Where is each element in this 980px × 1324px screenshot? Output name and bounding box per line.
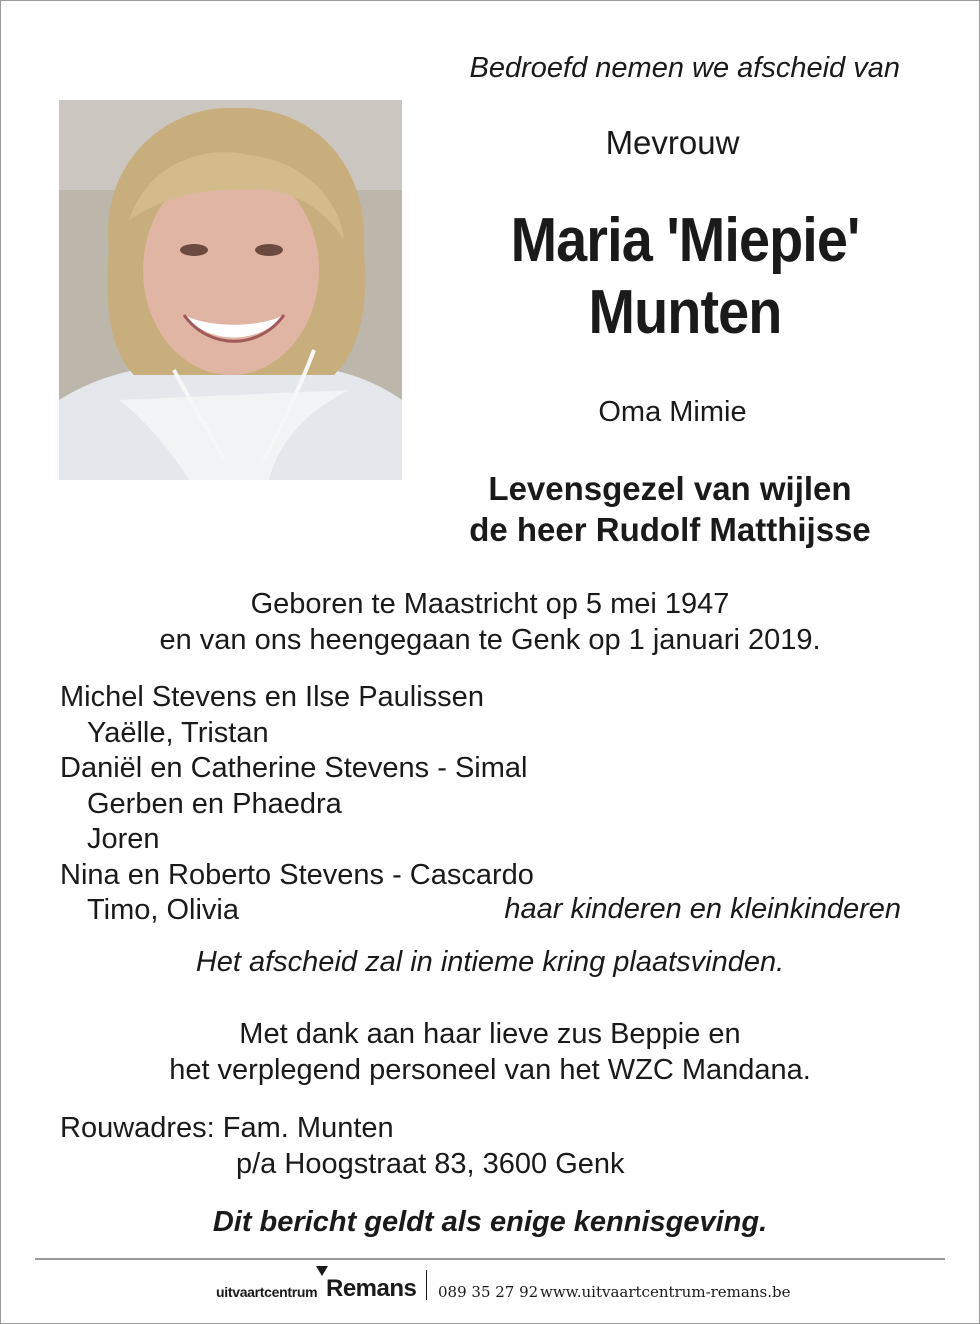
thanks-line-1: Met dank aan haar lieve zus Beppie en xyxy=(239,1018,741,1050)
footer-website: www.uitvaartcentrum-remans.be xyxy=(540,1283,791,1301)
portrait-photo xyxy=(59,100,402,480)
family-member-line: Nina en Roberto Stevens - Cascardo xyxy=(60,858,534,891)
family-label: haar kinderen en kleinkinderen xyxy=(504,893,901,925)
footer-divider xyxy=(35,1258,945,1260)
footer xyxy=(0,1266,980,1306)
farewell-text: Het afscheid zal in intieme kring plaatsvinden. xyxy=(195,946,785,978)
footer-separator xyxy=(426,1270,427,1300)
address-line-2: p/a Hoogstraat 83, 3600 Genk xyxy=(236,1148,625,1180)
partner-line-2: de heer Rudolf Matthijsse xyxy=(469,511,871,548)
intro-text: Bedroefd nemen we afscheid van xyxy=(469,52,900,84)
born-line-2: en van ons heengegaan te Genk op 1 januari 2019. xyxy=(159,624,821,656)
family-member-line: Michel Stevens en Ilse Paulissen xyxy=(60,681,484,713)
title-honorific: Mevrouw xyxy=(605,124,740,161)
brand-prefix: uitvaartcentrum xyxy=(216,1284,318,1300)
family-member-line: Daniël en Catherine Stevens - Simal xyxy=(60,752,528,784)
thanks-text xyxy=(0,1016,980,1088)
partner-line-1: Levensgezel van wijlen xyxy=(488,470,852,507)
family-list xyxy=(60,680,534,929)
name-line-1: Maria 'Miepie' xyxy=(510,206,860,275)
family-member-line: Yaëlle, Tristan xyxy=(87,716,269,749)
family-member-line: Timo, Olivia xyxy=(87,894,239,926)
partner-info xyxy=(410,468,930,550)
birth-death-info xyxy=(0,586,980,658)
closing-notice: Dit bericht geldt als enige kennisgeving. xyxy=(212,1206,768,1238)
deceased-name xyxy=(465,205,906,349)
family-member-line: Gerben en Phaedra xyxy=(87,787,342,820)
born-line-1: Geboren te Maastricht op 5 mei 1947 xyxy=(250,588,730,620)
address-line-1: Rouwadres: Fam. Munten xyxy=(60,1112,394,1144)
thanks-line-2: het verplegend personeel van het WZC Mandana. xyxy=(169,1054,811,1086)
name-line-2: Munten xyxy=(588,278,782,347)
footer-phone: 089 35 27 92 xyxy=(438,1283,539,1301)
nickname: Oma Mimie xyxy=(598,396,747,428)
brand-name: Remans xyxy=(326,1275,417,1302)
family-member-line: Joren xyxy=(87,823,160,855)
